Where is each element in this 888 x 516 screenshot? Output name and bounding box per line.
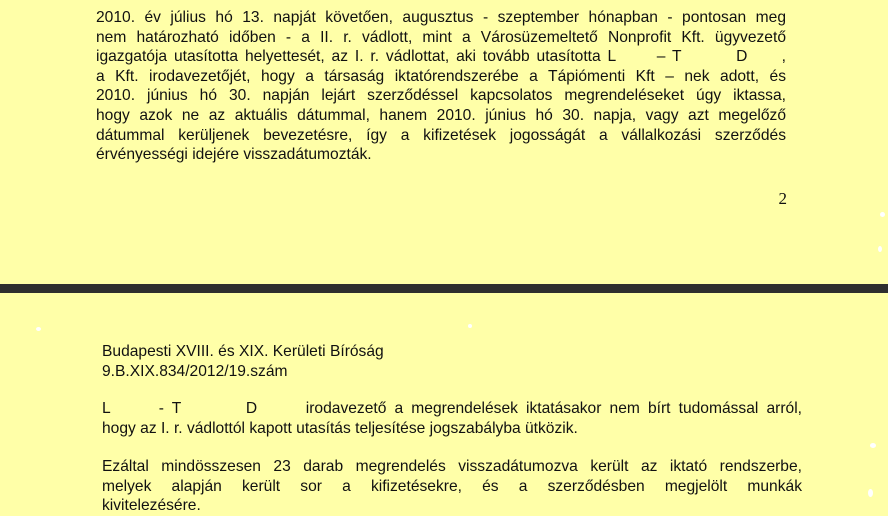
paragraph-backdating-order [96,8,786,165]
scan-speck [878,246,882,252]
scan-speck [880,212,885,217]
text-line: 2010. év július hó 13. napját követően, augusztus - szeptember hónapban - pontosan meg [96,9,786,26]
text-line: kivitelezésére. [102,497,201,515]
page-separator [0,284,888,293]
paragraph-office-manager [102,399,802,438]
scan-speck [468,324,472,328]
court-name: Budapesti XVIII. és XIX. Kerületi Bíróság [102,343,384,360]
text-line: melyek alapján került sor a kifizetésekre, és a szerződésben megjelölt munkák [102,477,802,495]
paragraph-orders-total [102,457,802,516]
text-line: 2010. június hó 30. napján lejárt szerződéssel kapcsolatos megrendeléseket úgy iktassa, [96,87,786,105]
text-line: hogy azok ne az aktuális dátummal, hanem 2010. június hó 30. napja, vagy azt megelőző [96,106,786,124]
text-line: Ezáltal mindösszesen 23 darab megrendelés visszadátumozva került az iktató rendszerbe, [102,458,802,475]
text-line: igazgatója utasította helyettesét, az I. r. vádlottat, aki tovább utasította L – T D , [96,48,786,66]
scan-speck [868,489,873,497]
court-header [102,342,384,381]
page-number: 2 [778,189,787,208]
case-number: 9.B.XIX.834/2012/19.szám [102,362,288,380]
text-line: dátummal kerüljenek bevezetésre, így a kifizetések jogosságát a vállalkozási szerződés [96,126,786,144]
text-line: érvényességi idejére visszadátumozták. [96,146,372,164]
document-page-bottom [0,293,888,514]
scan-speck [36,327,41,331]
scan-speck [870,443,876,448]
text-line: nem határozható időben - a II. r. vádlott, mint a Városüzemeltető Nonprofit Kft. ügyvezető [96,28,786,46]
text-line: hogy az I. r. vádlottól kapott utasítás teljesítése jogszabályba ütközik. [102,419,578,437]
text-line: a Kft. irodavezetőjét, hogy a társaság iktatórendszerébe a Tápiómenti Kft – nek adott, és [96,67,786,85]
text-line: L - T D irodavezető a megrendelések iktatásakor nem bírt tudomással arról, [102,400,802,417]
